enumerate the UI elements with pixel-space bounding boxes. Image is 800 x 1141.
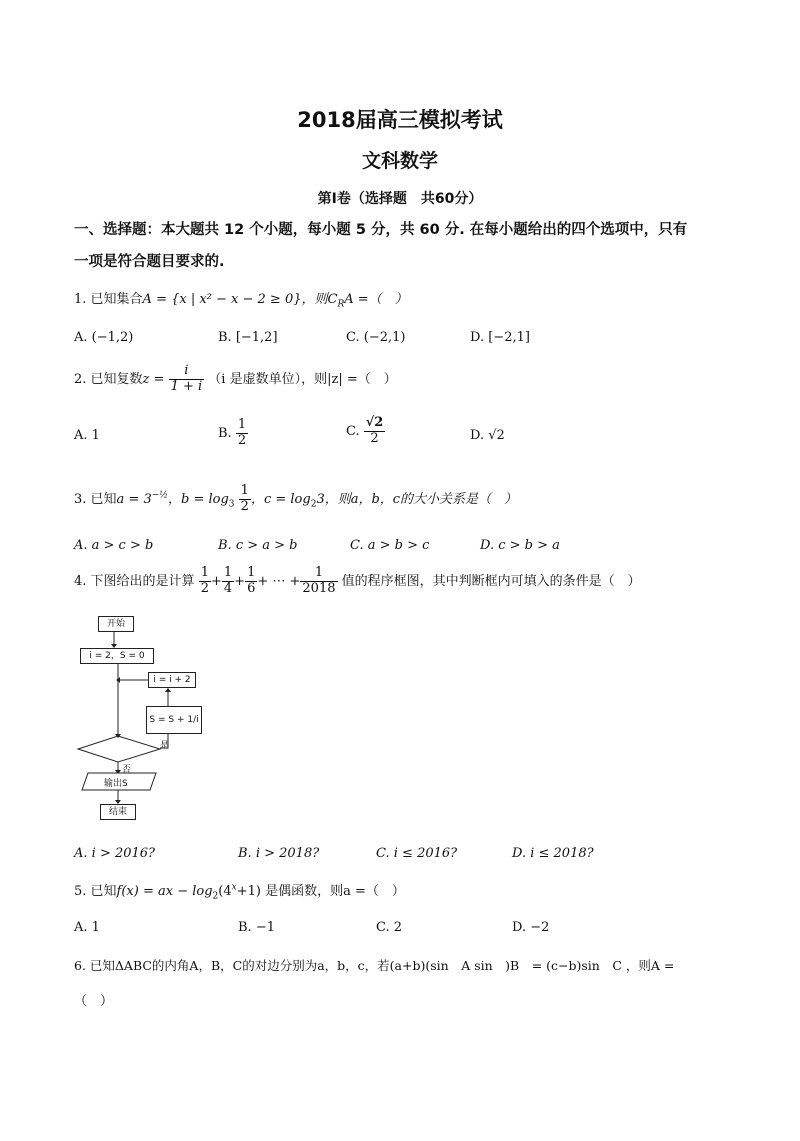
q3-b-sub: 3: [228, 499, 235, 510]
q2-option-c-fraction: $\frac{√2}{2}$: [365, 415, 384, 446]
question-2-stem: [74, 364, 397, 395]
q4-prefix: 4. 下图给出的是计算: [74, 573, 195, 589]
q4-frac-3: $\frac{1}{6}$: [247, 565, 256, 596]
q1-prefix: 1. 已知集合: [74, 292, 143, 307]
q3-fraction: $\frac{1}{2}$: [240, 483, 249, 514]
q5-option-b: B. −1: [238, 920, 275, 935]
question-3-stem: [74, 484, 517, 515]
flow-yes-label: 是: [160, 741, 170, 751]
q1-math: A = {x | x² − x − 2 ≥ 0}，则C: [142, 292, 338, 307]
q4-suffix: 值的程序框图，其中判断框内可填入的条件是（ ）: [341, 573, 641, 589]
q5-tail: (4: [218, 884, 232, 899]
q4-frac-1: $\frac{1}{2}$: [200, 565, 209, 596]
q5-option-d: D. −2: [512, 920, 550, 935]
q2-option-c-label: C.: [346, 423, 360, 439]
flow-update-s: S = S + 1/i: [146, 706, 202, 734]
q1-option-c: C. (−2,1): [346, 330, 406, 345]
q4-option-b: B. i > 2018?: [238, 846, 320, 861]
q3-b: ，b = log: [168, 491, 229, 507]
q1-sub: R: [337, 299, 345, 310]
q3-option-a: A. a > c > b: [74, 538, 154, 553]
q5-sub: 2: [212, 891, 219, 902]
q5-exp: x: [231, 882, 237, 893]
q3-c-tail: 3，则a，b，c的大小关系是（ ）: [316, 491, 518, 507]
question-4-stem: 4. 下图给出的是计算 $\frac{1}{2}$ + $\frac{1}{4}$ + $\frac{1}{6}$ + ⋯ + $\frac{1}{2018}$ 值的程序框图，其中判断框内可填入的条件是（ ）: [74, 565, 641, 596]
flowchart: [76, 612, 226, 832]
q2-option-b-fraction: $\frac{1}{2}$: [237, 417, 247, 448]
q3-c-sub: 2: [310, 499, 317, 510]
q2-prefix: 2. 已知复数: [74, 371, 143, 387]
flow-no-label: 否: [122, 765, 132, 775]
exam-title: 2018届高三模拟考试: [297, 108, 503, 132]
q2-suffix: （i 是虚数单位），则|z| =（ ）: [208, 371, 397, 387]
q2-var: z =: [142, 371, 165, 387]
q4-frac-2: $\frac{1}{4}$: [223, 565, 233, 596]
q5-option-c: C. 2: [376, 920, 403, 935]
flow-output: 输出S: [104, 779, 128, 789]
q3-option-c: C. a > b > c: [350, 538, 430, 553]
q2-option-d: D. √2: [470, 428, 505, 443]
q1-option-a: A. (−1,2): [74, 330, 134, 345]
q3-c: ，c = log: [250, 491, 311, 507]
question-6-blank: （ ）: [74, 994, 114, 1009]
q3-option-b: B. c > a > b: [218, 538, 298, 553]
q2-option-c: [346, 416, 385, 447]
q4-frac-4: $\frac{1}{2018}$: [302, 565, 336, 596]
q4-option-a: A. i > 2016?: [74, 846, 156, 861]
flow-start: 开始: [98, 616, 134, 632]
q2-option-b: [218, 418, 248, 449]
flow-init: i = 2，S = 0: [80, 648, 154, 664]
question-5-stem: [74, 880, 405, 902]
question-6-stem: 6. 已知ΔABC的内角A，B，C的对边分别为a，b，c，若(a+b)(sin A sin )B = (c−b)sin C ，则A =: [74, 958, 675, 973]
flow-end: 结束: [100, 804, 136, 820]
q5-option-a: A. 1: [74, 920, 100, 935]
part-heading: 第Ⅰ卷（选择题 共60分）: [317, 191, 483, 207]
question-1-stem: [74, 288, 408, 310]
q3-prefix: 3. 已知: [74, 491, 117, 507]
q2-option-b-label: B.: [218, 425, 232, 441]
q5-prefix: 5. 已知: [74, 884, 117, 899]
section-instruction-line1: 一、选择题：本大题共 12 个小题，每小题 5 分，共 60 分. 在每小题给出的四个选项中，只有: [74, 222, 688, 238]
q2-option-a: A. 1: [74, 428, 100, 443]
q3-a-exp: −½: [151, 490, 168, 501]
flow-update-i: i = i + 2: [148, 672, 196, 688]
q3-a: a = 3: [116, 491, 152, 507]
q1-suffix: A =（ ）: [344, 292, 408, 307]
exam-subject: 文科数学: [361, 150, 438, 172]
section-instruction-line2: 一项是符合题目要求的.: [74, 254, 225, 270]
q2-fraction: $\frac{i}{1 + i}$: [170, 363, 203, 394]
q4-dots: + ⋯ +: [257, 573, 301, 589]
q1-option-b: B. [−1,2]: [218, 330, 278, 345]
q4-option-d: D. i ≤ 2018?: [512, 846, 594, 861]
q5-math: f(x) = ax − log: [116, 884, 213, 899]
q5-tail2: +1) 是偶函数，则a =（ ）: [236, 884, 405, 899]
q4-option-c: C. i ≤ 2016?: [376, 846, 458, 861]
q3-option-d: D. c > b > a: [480, 538, 560, 553]
q1-option-d: D. [−2,1]: [470, 330, 530, 345]
